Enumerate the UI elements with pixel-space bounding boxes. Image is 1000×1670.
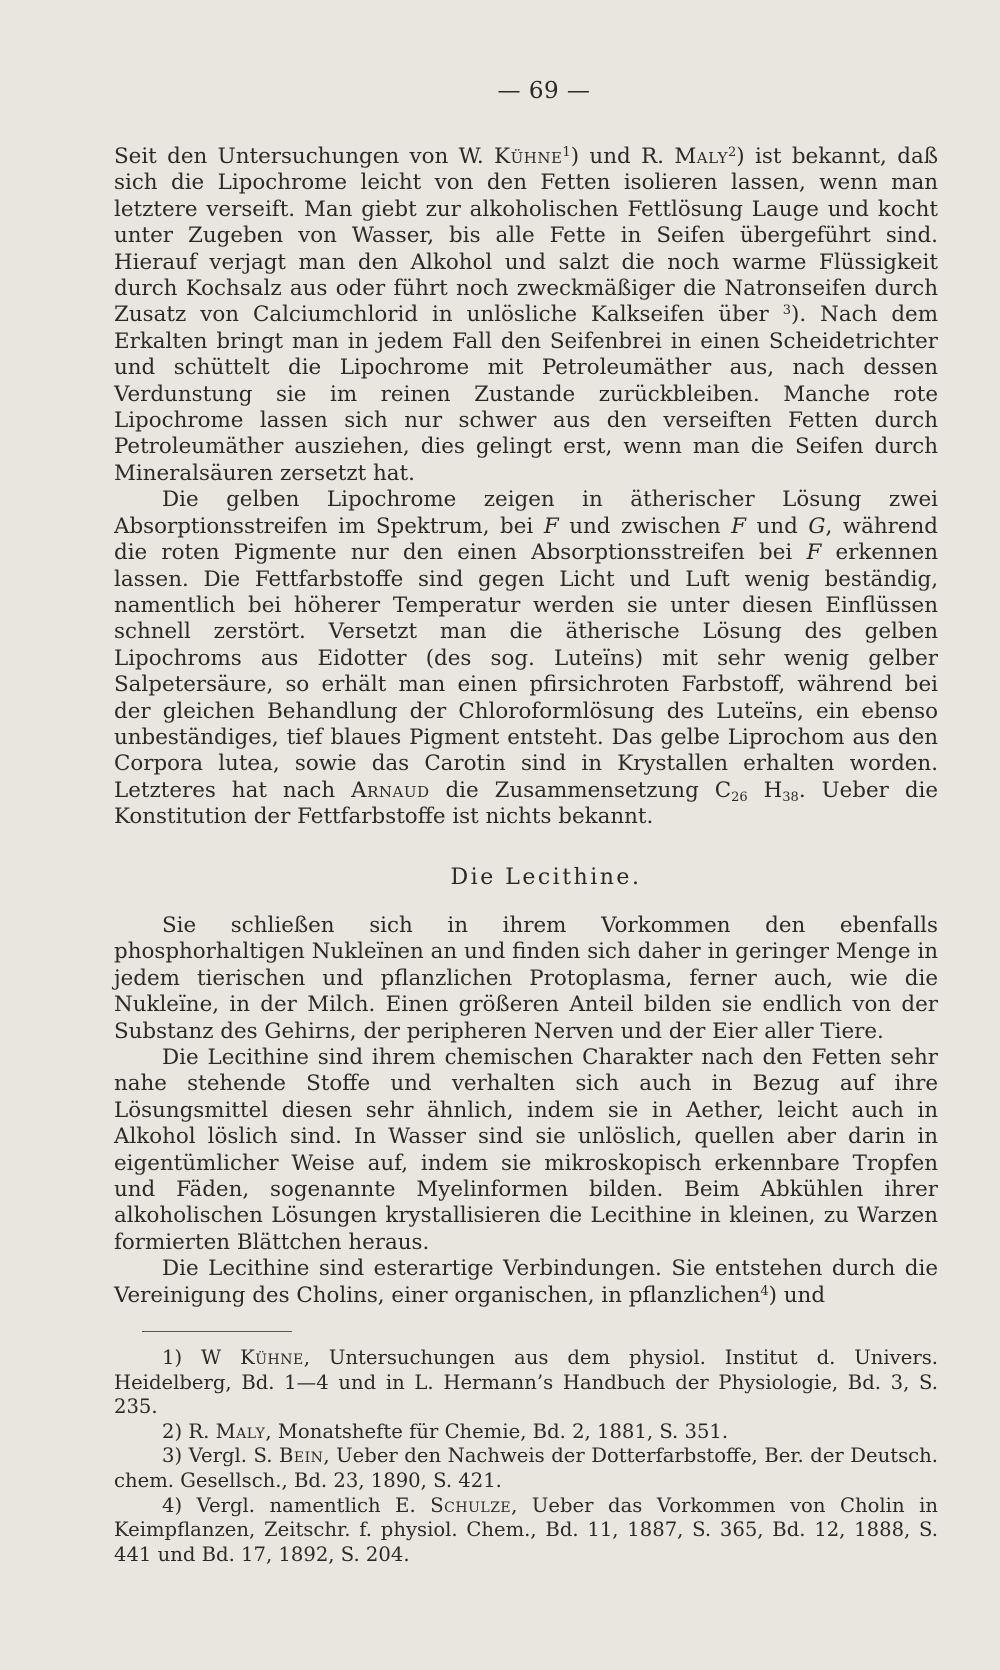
- text-run: ) und: [768, 1282, 826, 1308]
- footnote-author: Bein: [279, 1444, 324, 1468]
- paragraph-lipochrome-isolation: [114, 144, 938, 487]
- paragraph-lecithine-structure: [114, 1256, 938, 1309]
- footnote-ref-1[interactable]: 1: [562, 145, 571, 160]
- formula-subscript: 26: [731, 789, 748, 805]
- paragraph-lecithine-properties: Die Lecithine sind ihrem chemischen Charakter nach den Fetten sehr nahe stehende Stoffe und verhalten sich auch in Bezug auf ihre Lösungsmittel diesen sehr ähnlich, indem sie in Aether, leicht auch in Alkohol löslich sind. In Wasser sind sie unlöslich, quellen aber darin in eigentümlicher Weise auf, indem sie mikroskopisch erkennbare Tropfen und Fäden, sogenannte Myelinformen bilden. Beim Abkühlen ihrer alkoholischen Lösungen krystallisieren die Lecithine in kleinen, zu Warzen formierten Blättchen heraus.: [114, 1045, 938, 1255]
- text-run: und: [746, 513, 809, 539]
- footnote-3: [114, 1444, 938, 1493]
- page-number: — 69 —: [497, 78, 591, 104]
- footnote-2: [114, 1420, 938, 1445]
- footnote-prefix: 2) R.: [162, 1419, 216, 1443]
- text-run: . Ueber die Konstitution der Fettfarbstoffe ist nichts bekannt.: [114, 777, 939, 830]
- footnote-ref-2[interactable]: 2: [728, 145, 737, 160]
- section-heading: Die Lecithine.: [450, 864, 642, 890]
- footnote-ref-4[interactable]: 4: [760, 1283, 769, 1299]
- main-text: [114, 144, 938, 1309]
- text-run: , während die roten Pigmente nur den einen Absorptionsstreifen bei: [114, 513, 938, 566]
- footnote-text: , Untersuchungen aus dem physiol. Institut d. Univers. Heidelberg, Bd. 1—4 und in L. Hermann’s Handbuch der Physiologie, Bd. 3, S. 235.: [114, 1346, 938, 1419]
- footnote-prefix: 3) Vergl. S.: [162, 1444, 279, 1468]
- footnote-author: Schulze: [430, 1493, 512, 1517]
- text-run: ) ist bekannt, daß sich die Lipochrome leicht von den Fetten isolieren lassen, wenn man letztere verseift. Man giebt zur alkoholischen Fettlösung Lauge und kocht unter Zugeben von Wasser, bis alle Fette in Seifen übergeführt sind. Hierauf verjagt man den Alkohol und salzt die noch warme Flüssigkeit durch Kochsalz aus oder führt noch zweckmäßiger die Natronseifen durch Zusatz von Calciumchlorid in unlösliche Kalkseifen über: [114, 144, 938, 328]
- footnote-4: [114, 1494, 938, 1568]
- text-run: Die gelben Lipochrome zeigen in ätherischer Lösung zwei Absorptionsstreifen im Spektrum, bei: [114, 487, 938, 539]
- formula-subscript: 38: [782, 789, 799, 805]
- spectral-line-f: F: [731, 513, 746, 539]
- text-run: ). Nach dem Erkalten bringt man in jedem Fall den Seifenbrei in einen Scheidetrichter und schüttelt die Lipochrome mit Petroleumäther aus, nach dessen Verdunstung sie im reinen Zustande zurückbleiben. Manche rote Lipochrome lassen sich nur schwer aus den verseiften Fetten durch Petroleumäther ausziehen, dies gelingt erst, wenn man die Seifen durch Mineralsäuren zersetzt hat.: [114, 302, 938, 486]
- spectral-line-f: F: [543, 513, 559, 539]
- text-run: erkennen lassen. Die Fettfarbstoffe sind gegen Licht und Luft wenig beständig, namentlich bei höherer Temperatur werden sie unter diesen Einflüssen schnell zerstört. Versetzt man die ätherische Lösung des gelben Lipochroms aus Eidotter (des sog. Luteïns) mit sehr wenig gelber Salpetersäure, so erhält man einen pfirsichroten Farbstoff, während bei der gleichen Behandlung der Chloroformlösung des Luteïns, ein ebenso unbeständiges, tief blaues Pigment entsteht. Das gelbe Liprochom aus den Corpora lutea, sowie das Carotin sind in Krystallen erhalten worden. Letzteres hat nach: [114, 540, 938, 803]
- footnote-prefix: 1) W: [162, 1346, 241, 1370]
- spectral-line-f: F: [806, 540, 822, 566]
- footnote-text: , Ueber den Nachweis der Dotterfarbstoffe, Ber. der Deutsch. chem. Gesellsch., Bd. 23, 1890, S. 421.: [114, 1444, 938, 1493]
- footnote-prefix: 4) Vergl. namentlich E.: [162, 1493, 431, 1517]
- footnote-text: , Monatshefte für Chemie, Bd. 2, 1881, S. 351.: [265, 1419, 729, 1443]
- text-run: Seit den Untersuchungen von W.: [114, 144, 495, 169]
- footnote-divider: [142, 1331, 292, 1332]
- author-maly: Maly: [674, 144, 729, 169]
- text-run: die Zusammensetzung C: [429, 777, 732, 803]
- footnote-author: Kühne: [240, 1346, 304, 1370]
- text-run: Die Lecithine sind esterartige Verbindungen. Sie entstehen durch die Vereinigung des Cholins, einer organischen, in pflanzlichen: [114, 1256, 938, 1308]
- text-run: H: [747, 777, 783, 803]
- text-run: und zwischen: [558, 513, 732, 539]
- paragraph-lecithine-occurrence: Sie schließen sich in ihrem Vorkommen den ebenfalls phosphorhaltigen Nukleïnen an und finden sich daher in geringer Menge in jedem tierischen und pflanzlichen Protoplasma, ferner auch, wie die Nukleïne, in der Milch. Einen größeren Anteil bilden sie endlich von der Substanz des Gehirns, der peripheren Nerven und der Eier aller Tiere.: [114, 912, 938, 1044]
- footnote-1: [114, 1346, 938, 1420]
- text-run: ) und R.: [570, 144, 675, 169]
- author-kuehne: Kühne: [494, 144, 563, 169]
- footnotes: [114, 1346, 938, 1567]
- footnote-ref-3[interactable]: 3: [782, 303, 791, 319]
- footnote-text: , Ueber das Vorkommen von Cholin in Keimpflanzen, Zeitschr. f. physiol. Chem., Bd. 11, 1887, S. 365, Bd. 12, 1888, S. 441 und Bd. 17, 1892, S. 204.: [114, 1493, 938, 1566]
- author-arnaud: Arnaud: [351, 777, 430, 803]
- spectral-line-g: G: [808, 513, 826, 539]
- paragraph-absorption-spectra: [114, 487, 938, 830]
- footnote-author: Maly: [215, 1419, 266, 1443]
